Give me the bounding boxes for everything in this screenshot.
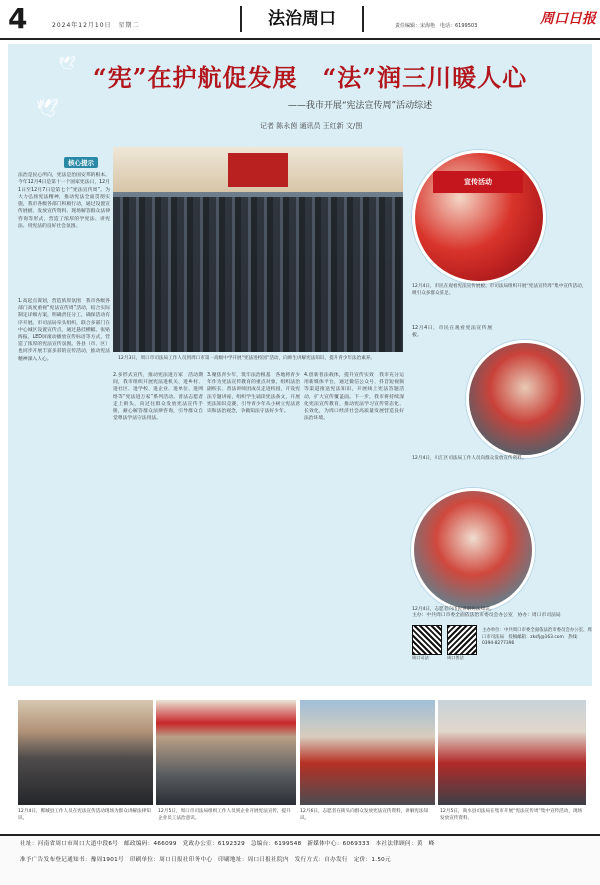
main-photo	[113, 147, 403, 352]
article-column-4: 4.创新普法载体，提升宣传实效 我市充分运用新媒体平台，通过微信公众号、抖音短视频等渠道推送宪法知识，开展线上宪法答题活动，扩大宣传覆盖面。下一步，我市将持续深化宪法宣传教育，推动宪法学习宣传常态化、长效化，为周口经济社会高质量发展营造良好法治环境。	[304, 373, 404, 422]
article-column-1: 1.高起点谋划，营造浓厚氛围 我市各级各部门高度重视“宪法宣传周”活动，结合实际制定详细方案，明确责任分工，确保活动有序开展。市司法局牵头组织，联合多部门在中心城区设置宣传点，通过悬挂横幅、张贴海报、LED屏滚动播放宣传标语等方式，营造了浓厚的宪法宣传氛围。各县（市、区）也同步开展丰富多彩的宣传活动，推动宪法精神深入人心。	[18, 299, 110, 362]
photo-screen	[228, 153, 288, 187]
strip-photo-1	[18, 700, 153, 805]
editor-line: 责任编辑：宋海艳 电话：6199503	[395, 23, 478, 29]
sponsor-line: 主办：中共周口市委全面依法治市委员会办公室 协办：周口市司法局	[412, 613, 561, 618]
strip-caption: 12月4日，郸城县工作人员在宪法宣传活动现场为群众讲解法律知识。	[18, 809, 151, 821]
newspaper-logo: 周口日报	[540, 11, 596, 27]
circle-photo-2-caption: 12月4日，川汇区司法局工作人员向群众发放宣传资料。	[412, 456, 527, 461]
strip-caption: 12月5日，商水县司法局在集市开展“宪法宣传周”集中宣传活动，现场发放宣传资料。	[440, 809, 583, 821]
dove-icon: 🕊	[58, 56, 76, 72]
lede-label: 核心提示	[64, 157, 98, 168]
circle-photo-1-caption: 12月4日，市民在观看宪法宣传展板。市司法局组织开展“宪法宣传周”集中宣传活动，吸引众多群众驻足。	[412, 284, 587, 296]
qr-code[interactable]	[447, 625, 477, 655]
page-number: 4	[8, 2, 28, 35]
main-photo-caption: 12月3日，周口市司法局工作人员到周口市第一高级中学开展“宪法进校园”活动，向师生讲解宪法知识，提升青少年法治素养。	[118, 356, 376, 361]
circle-photo-banner: 宣传活动	[433, 171, 523, 193]
article-column-3: 3.聚焦青少年，筑牢法治根基 各地将青少年作为宪法宣传教育的重点对象，组织法治副校长、普法讲师团成员走进校园，开设宪法专题讲座，组织学生诵读宪法条文，开展宪法知识竞赛，引导青少年从小树立宪法意识和法治观念，争做知法守法好少年。	[207, 373, 300, 415]
subheadline: ——我市开展“宪法宣传周”活动综述	[287, 101, 433, 111]
circle-photo-3-caption: 12月4日，志愿者向市民讲解宪法知识。	[412, 607, 495, 612]
section-title: 法治周口	[240, 6, 364, 32]
circle-photo-1	[412, 150, 546, 284]
article-column-5: 12月4日，市民在观看宪法宣传展板。	[412, 326, 492, 339]
footer-line-2: 准予广告发布登记通知书：豫周1901号 印刷单位：周口日报社印务中心 印刷地址：周口日报社院内 发行方式：自办发行 定价：1.50元	[20, 857, 391, 863]
strip-caption: 12月6日，志愿者在街头向群众发放宪法宣传资料，讲解宪法知识。	[300, 809, 429, 821]
photo-audience	[113, 197, 403, 352]
strip-photo-3	[300, 700, 435, 805]
footer-line-1: 社址：河南省周口市周口大道中段6号 邮政编码：466099 党政办公室：6192329 急编台：6199548 新媒体中心：6069333 本社法律顾问：黄 峰	[20, 841, 435, 847]
qr-code[interactable]	[412, 625, 442, 655]
date-line: 2024年12月10日 星期二	[52, 22, 140, 29]
strip-caption: 12月5日，周口市司法局组织工作人员到企业开展宪法宣传，提升企业员工法治意识。	[158, 809, 291, 821]
byline: 记者 陈永茵 通讯员 王红新 文/图	[260, 122, 363, 130]
article-column-2: 2.多形式宣传，推动宪法进万家 活动期间，我市组织开展宪法进机关、进乡村、进社区、进学校、进企业、进单位、进网络等“宪法进万家”系列活动。普法志愿者走上街头，向过往群众发放宪法宣传手册，耐心解答群众法律咨询，引导群众自觉尊法学法守法用法。	[113, 373, 203, 422]
circle-photo-3	[411, 488, 535, 612]
lede-text: 法治是民心所向，宪法是治国安邦的根本。今年12月4日是第十一个国家宪法日，12月1日至12月7日是第七个“宪法宣传周”。为大力弘扬宪法精神，推动宪法全面贯彻实施，我市各级各部门积极行动，通过设置宣传展板、发放宣传资料、现场解答群众法律咨询等形式，营造了浓厚的学宪法、讲宪法、用宪法的良好社会氛围。	[18, 173, 110, 230]
strip-photo-4	[438, 700, 586, 805]
headline: “宪”在护航促发展 “法”润三川暖人心	[92, 63, 528, 92]
qr-label: 周口司法	[412, 655, 429, 660]
circle-photo-2	[466, 340, 584, 458]
strip-photo-2	[156, 700, 296, 805]
info-text: 主办单位：中共周口市委全面依法治市委员会办公室、周口市司法局 投稿邮箱：zksfj@163.com 热线：0394-8277396	[482, 628, 592, 646]
dove-icon: 🕊	[36, 98, 59, 119]
qr-label: 周口普法	[447, 655, 464, 660]
